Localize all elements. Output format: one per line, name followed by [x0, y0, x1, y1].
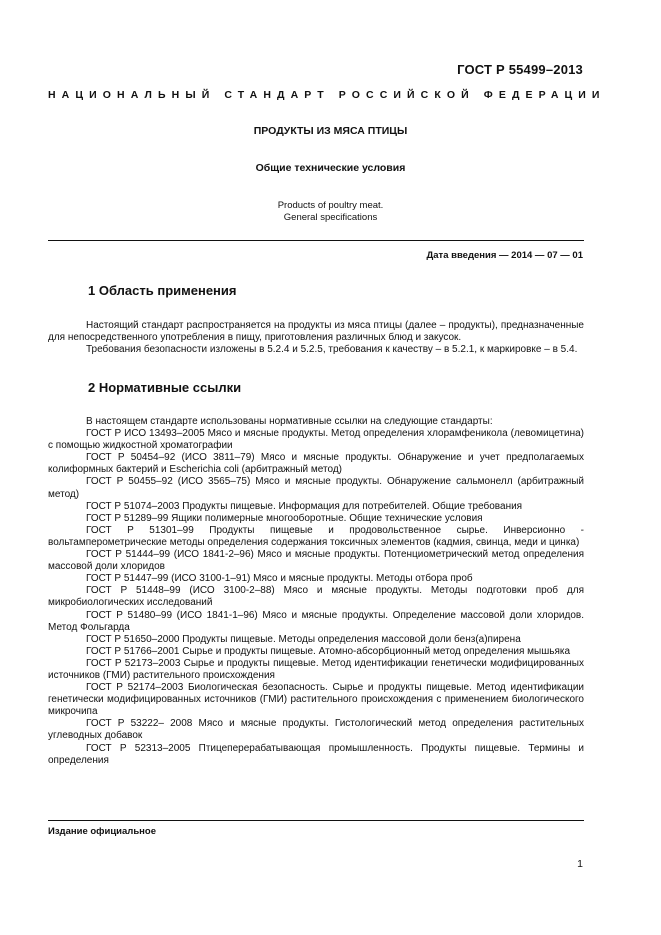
reference-item: ГОСТ Р 52174–2003 Биологическая безопасность. Сырье и продукты пищевые. Метод идентификации генетически модифицированных источников (ГМИ) растительного происхождения с применением биологического микрочипа — [48, 682, 584, 718]
reference-item: ГОСТ Р 50454–92 (ИСО 3811–79) Мясо и мясные продукты. Обнаружение и учет предполагаемых колиформных бактерий и Escherichia coli (арбитражный метод) — [48, 452, 584, 476]
reference-item: ГОСТ Р 52313–2005 Птицеперерабатывающая промышленность. Продукты пищевые. Термины и определения — [48, 742, 584, 766]
reference-item: ГОСТ Р 51650–2000 Продукты пищевые. Методы определения массовой доли бенз(а)пирена — [86, 633, 521, 645]
reference-item: ГОСТ Р 50455–92 (ИСО 3565–75) Мясо и мясные продукты. Обнаружение сальмонелл (арбитражный метод) — [48, 476, 584, 500]
reference-item: ГОСТ Р 52173–2003 Сырье и продукты пищевые. Метод идентификации генетически модифицированных источников (ГМИ) растительного происхождения — [48, 657, 584, 681]
reference-item: ГОСТ Р 51444–99 (ИСО 1841-2–96) Мясо и мясные продукты. Потенциометрический метод определения массовой доли хлоридов — [48, 549, 584, 573]
footer-rule — [48, 820, 584, 821]
reference-item: ГОСТ Р 51447–99 (ИСО 3100-1–91) Мясо и мясные продукты. Методы отбора проб — [86, 573, 473, 585]
section-2-paragraph: В настоящем стандарте использованы нормативные ссылки на следующие стандарты: — [86, 416, 493, 427]
section-1-heading: 1 Область применения — [88, 283, 237, 298]
reference-item: ГОСТ Р 53222– 2008 Мясо и мясные продукты. Гистологический метод определения растительных углеводных добавок — [48, 718, 584, 742]
document-subtitle: Общие технические условия — [255, 162, 406, 174]
reference-item: ГОСТ Р 51289–99 Ящики полимерные многооборотные. Общие технические условия — [86, 512, 483, 524]
reference-item: ГОСТ Р ИСО 13493–2005 Мясо и мясные продукты. Метод определения хлорамфеникола (левомицетина) с помощью жидкостной хроматографии — [48, 428, 584, 452]
reference-item: ГОСТ Р 51301–99 Продукты пищевые и продовольственное сырье. Инверсионно - вольтамперометрические методы определения содержания токсичных элементов (кадмия, свинца, меди и цинка) — [48, 524, 584, 548]
english-title — [0, 200, 661, 224]
english-title-line-1: Products of poultry meat. — [277, 200, 384, 211]
header-rule — [48, 240, 584, 241]
reference-item: ГОСТ Р 51448–99 (ИСО 3100-2–88) Мясо и мясные продукты. Методы подготовки проб для микробиологических исследований — [48, 585, 584, 609]
reference-item: ГОСТ Р 51766–2001 Сырье и продукты пищевые. Атомно-абсорбционный метод определения мышьяка — [86, 645, 571, 657]
official-edition-label: Издание официальное — [48, 826, 156, 837]
section-1-body — [48, 320, 584, 356]
section-1-paragraph: Требования безопасности изложены в 5.2.4 и 5.2.5, требования к качеству – в 5.2.1, к маркировке – в 5.4. — [86, 344, 578, 356]
reference-item: ГОСТ Р 51480–99 (ИСО 1841-1–96) Мясо и мясные продукты. Определение массовой доли хлоридов. Метод Фольгарда — [48, 609, 584, 633]
section-2-body — [48, 416, 584, 767]
page-number: 1 — [577, 858, 583, 870]
section-2-heading: 2 Нормативные ссылки — [88, 380, 242, 395]
document-code: ГОСТ Р 55499–2013 — [457, 62, 583, 77]
reference-item: ГОСТ Р 51074–2003 Продукты пищевые. Информация для потребителей. Общие требования — [86, 500, 523, 512]
introduction-date: Дата введения — 2014 — 07 — 01 — [426, 250, 583, 261]
english-title-line-2: General specifications — [283, 212, 378, 223]
national-standard-banner: НАЦИОНАЛЬНЫЙ СТАНДАРТ РОССИЙСКОЙ ФЕДЕРАЦИИ — [48, 89, 606, 101]
section-1-paragraph: Настоящий стандарт распространяется на продукты из мяса птицы (далее – продукты), предназначенные для непосредственного употребления в пищу, приготовления различных блюд и закусок. — [48, 320, 584, 344]
document-title: ПРОДУКТЫ ИЗ МЯСА ПТИЦЫ — [253, 125, 408, 137]
